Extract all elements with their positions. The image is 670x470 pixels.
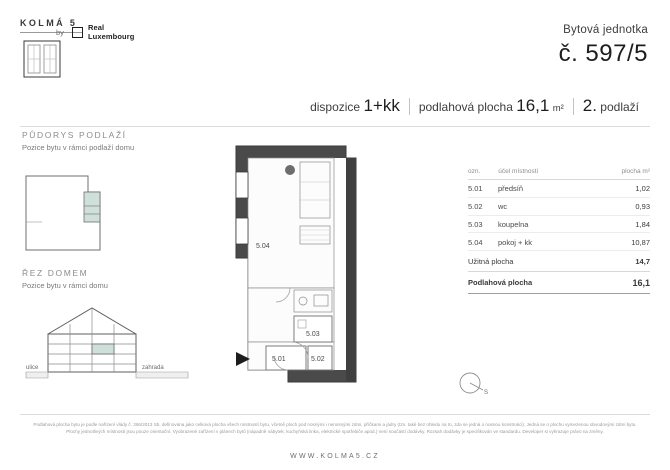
floorplan-thumbnail-title: PŮDORYS PODLAŽÍ [22,130,127,140]
room-label-502: 5.02 [311,356,325,363]
usable-area-label: Užitná plocha [468,257,514,267]
area-value: 16,1 [516,96,550,115]
layout-summary [310,96,409,116]
unit-number: č. 597/5 [558,40,648,67]
unit-type-label: Bytová jednotka [563,24,648,36]
footer-divider [20,414,650,415]
partner-square-icon [72,27,83,38]
layout-label: dispozice [310,100,361,114]
legal-footnote: Podlahová plocha bytu je podle nařízení vlády č. 366/2013 Sb. definována jako celková plocha všech místností bytu, včetně ploch pod nosnými i nenosnými zdmi, příčkami a jádry (tzn. také bez ohledu na to, zda se jedná o nosnou konstrukci). Jedná se o plochu vymezenou obvodovými zdmi bytu. Plochy jednotlivých místností jsou pouze orientační. Vyobrazené zařízení v plánech bytů (nápadně nábytek, kuchyňská linka, elektrické spotřebiče apod.) není součástí dodávky. Rozsah dodávky je specifikován ve standardu. Developer si vyhrazuje právo na změny. [33,422,637,435]
brand-by-label: by [56,28,64,37]
room-label-501: 5.01 [272,356,286,363]
usable-area-value: 14,7 [635,257,650,267]
section-thumbnail-title: ŘEZ DOMEM [22,268,89,278]
row-area: 10,87 [631,237,650,247]
row-code: 5.02 [468,202,483,212]
table-header-code: ozn. [468,168,481,175]
row-area: 1,02 [635,184,650,194]
room-area-table [468,168,650,294]
row-name: pokoj + kk [498,237,532,247]
street-label: ulice [26,365,39,371]
table-row [468,180,650,198]
row-code: 5.03 [468,219,483,229]
section-thumbnail-icon [22,300,192,380]
table-row [468,216,650,234]
floor-value: 2. [582,96,597,115]
row-name: wc [498,202,508,212]
row-name: koupelna [498,219,529,229]
row-area: 1,84 [635,219,650,229]
floor-label: podlaží [600,100,639,114]
floorplan-thumbnail-icon [22,162,132,254]
floorplan-thumbnail-subtitle: Pozice bytu v rámci podlaží domu [22,143,135,152]
table-header-row [468,168,650,180]
row-code: 5.01 [468,184,483,194]
unit-heading [559,24,648,68]
partner-name-line1: Real [88,23,105,32]
row-code: 5.04 [468,237,483,247]
floor-summary [574,96,648,116]
header-divider [20,126,650,127]
row-area: 0,93 [635,202,650,212]
floor-area-row [468,272,650,294]
partner-name-line2: Luxembourg [88,32,135,42]
partner-logo [72,23,134,42]
compass-icon [456,366,496,400]
room-label-503: 5.03 [306,331,320,338]
row-name: předsíň [498,184,524,194]
layout-value: 1+kk [363,96,400,115]
floorplan-thumbnail-block [22,130,202,259]
garden-label: zahrada [142,365,164,371]
floor-area-value: 16,1 [632,278,650,289]
room-label-504: 5.04 [256,243,270,250]
floor-area-label: Podlahová plocha [468,278,533,288]
table-row [468,198,650,216]
table-header-name: účel místnosti [498,168,539,175]
area-label: podlahová plocha [418,100,513,114]
table-row [468,233,650,251]
section-thumbnail-subtitle: Pozice bytu v rámci domu [22,281,108,290]
footer-website-url[interactable]: WWW.KOLMA5.CZ [290,453,380,460]
area-summary [410,96,573,116]
floorplan-drawing [228,138,418,398]
table-header-area: plocha m² [621,168,650,175]
compass-north-label: S [484,390,489,396]
usable-area-row [468,251,650,272]
building-icon [20,39,64,79]
section-thumbnail-block [22,268,212,385]
unit-summary-bar [0,96,648,116]
brand-name: KOLMÁ 5 [20,18,82,33]
area-unit: m² [552,103,564,114]
